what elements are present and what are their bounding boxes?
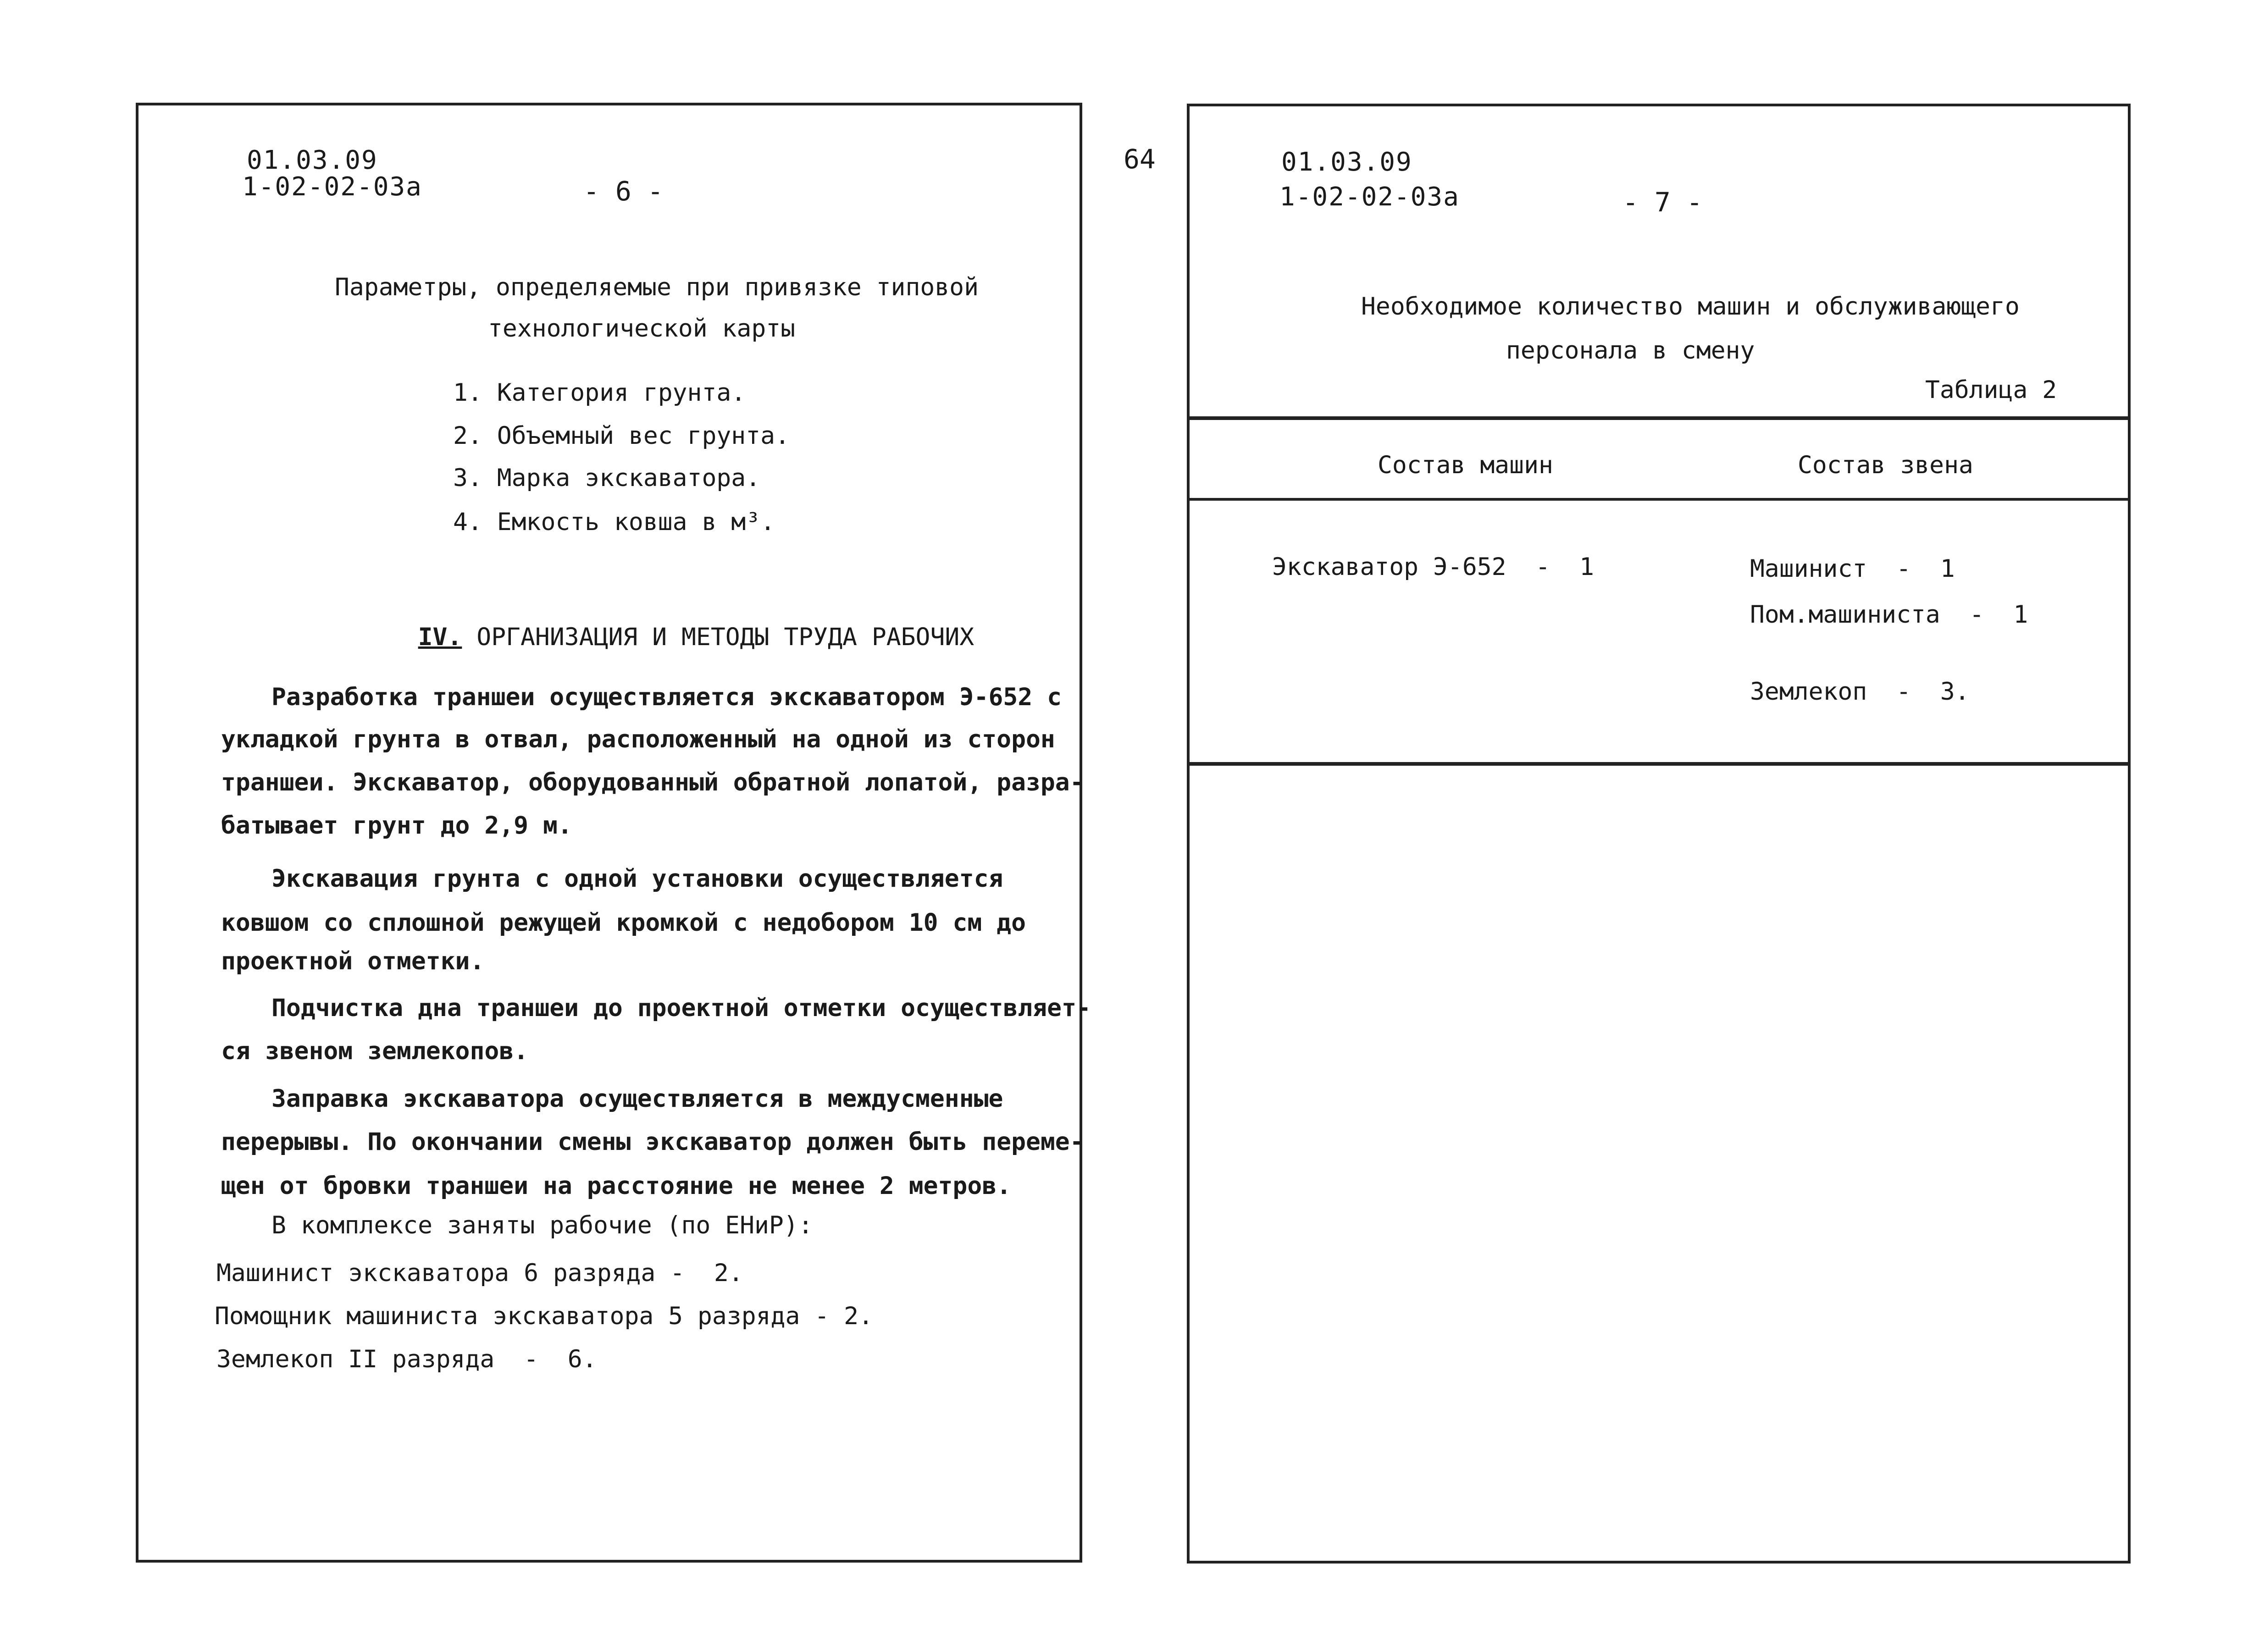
body-line: траншеи. Экскаватор, оборудованный обратной лопатой, разра- bbox=[221, 768, 1085, 796]
param-item: 1. Категория грунта. bbox=[453, 379, 746, 407]
body-line: Заправка экскаватора осуществляется в междусменные bbox=[271, 1085, 1003, 1113]
body-line: щен от бровки траншеи на расстояние не менее 2 метров. bbox=[221, 1172, 1012, 1200]
body-line: Разработка траншеи осуществляется экскаватором Э-652 с bbox=[271, 683, 1062, 711]
body-line: батывает грунт до 2,9 м. bbox=[221, 812, 572, 840]
machine-row: Экскаватор Э-652 - 1 bbox=[1272, 553, 1594, 581]
section-title: ОРГАНИЗАЦИЯ И МЕТОДЫ ТРУДА РАБОЧИХ bbox=[476, 623, 975, 651]
doc-code-top: 01.03.09 bbox=[247, 145, 378, 175]
table-bottom-rule bbox=[1190, 762, 2128, 766]
crew-row: Машинист - 1 bbox=[1750, 555, 1955, 583]
table-header-rule bbox=[1190, 498, 2128, 501]
table-title-line-2: персонала в смену bbox=[1506, 337, 1755, 365]
param-item: 3. Марка экскаватора. bbox=[453, 464, 761, 492]
sheet-number: 64 bbox=[1124, 144, 1156, 175]
worker-line: Помощник машиниста экскаватора 5 разряда - 2. bbox=[215, 1302, 873, 1330]
worker-line: Землекоп II разряда - 6. bbox=[216, 1345, 597, 1373]
right-page bbox=[1187, 104, 2131, 1564]
body-line: перерывы. По окончании смены экскаватор должен быть переме- bbox=[221, 1128, 1085, 1156]
page-number: - 7 - bbox=[1622, 187, 1703, 218]
body-line: проектной отметки. bbox=[221, 947, 485, 975]
param-item: 4. Емкость ковша в м³. bbox=[453, 508, 775, 536]
worker-line: Машинист экскаватора 6 разряда - 2. bbox=[216, 1259, 743, 1287]
params-heading-line-2: технологической карты bbox=[488, 315, 796, 343]
param-item: 2. Объемный вес грунта. bbox=[453, 422, 790, 450]
body-line: В комплексе заняты рабочие (по ЕНиР): bbox=[271, 1211, 813, 1239]
left-page bbox=[136, 103, 1091, 1563]
section-heading bbox=[360, 601, 974, 674]
page-number: - 6 - bbox=[583, 176, 664, 207]
body-line: ся звеном землекопов. bbox=[221, 1037, 529, 1065]
crew-row: Землекоп - 3. bbox=[1750, 678, 1970, 706]
body-line: укладкой грунта в отвал, расположенный на одной из сторон bbox=[221, 725, 1055, 753]
doc-code-bottom: 1-02-02-03а bbox=[1279, 182, 1460, 212]
params-heading-line-1: Параметры, определяемые при привязке типовой bbox=[335, 273, 979, 301]
doc-code-bottom: 1-02-02-03а bbox=[242, 172, 422, 202]
body-line: ковшом со сплошной режущей кромкой с недобором 10 см до bbox=[221, 909, 1026, 937]
doc-code-top: 01.03.09 bbox=[1281, 147, 1412, 177]
body-line: Подчистка дна траншеи до проектной отметки осуществляет- bbox=[271, 994, 1091, 1022]
section-number: IV. bbox=[418, 623, 462, 651]
column-header-machines: Состав машин bbox=[1378, 451, 1553, 479]
table-title-line-1: Необходимое количество машин и обслуживающего bbox=[1361, 293, 2020, 320]
table-label: Таблица 2 bbox=[1925, 376, 2057, 404]
column-header-crew: Состав звена bbox=[1798, 451, 1973, 479]
crew-row: Пом.машиниста - 1 bbox=[1750, 601, 2028, 629]
body-line: Экскавация грунта с одной установки осуществляется bbox=[271, 865, 1003, 893]
table-top-rule bbox=[1190, 416, 2128, 420]
